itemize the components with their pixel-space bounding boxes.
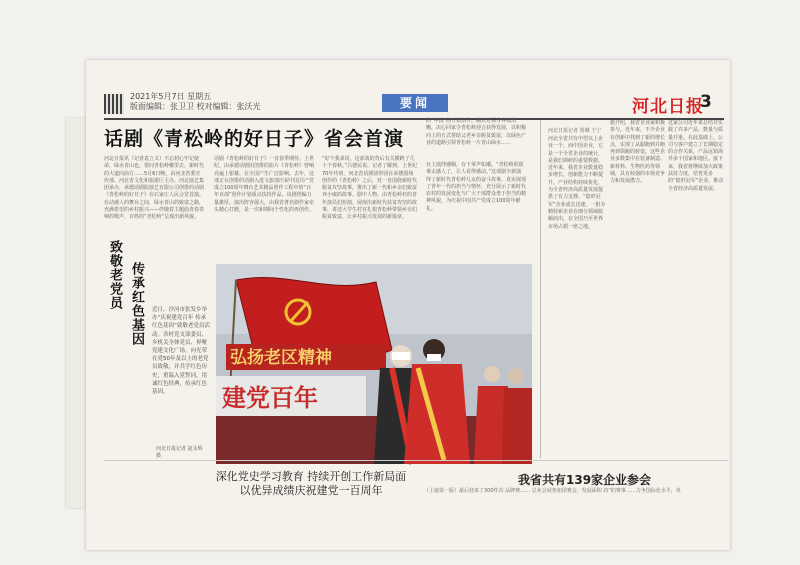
photo-credit: 河北日报记者 赵永辉摄 <box>156 446 203 459</box>
date-line-1: 2021年5月7日 星期五 <box>130 92 212 101</box>
article-column-5: 台上演绎感佩，台下掌声如潮。“青松岭的故事太感人了，让人看得感动。”这部剧全新演绎了新时代青松岭儿女的奋斗故事，真实展现了青年一代的担当与情怀，充分展示了新时代农村的发展变化与广大干部群众勇于担当的精神风貌，为庆祝中国共产党成立100周年献礼。 <box>426 162 527 212</box>
right-column-c: 这家公司近年来总结并实践了许多产品，数量与质量并重。在此基础上，公司与客户建立了长期稳定的合作关系，产品远销海外多个国家和地区。接下来，我省将继续加大政策扶持力度，培育更多的“隐形冠军”企业，推动全省经济高质量发展。 <box>668 120 724 192</box>
right-column-b: 据介绍，我省企业家积极参与，近年来，不少企业在创新中找到了新的增长点，实现了从跟跑到并跑再到领跑的转变。这些企业多数集中在装备制造、新材料、生物医药等领域，具有较强的市场竞争力和发展潜力。 <box>610 120 666 185</box>
photo-caption <box>166 470 456 498</box>
date-line <box>130 92 261 112</box>
banner-text: 弘扬老区精神 <box>230 348 332 368</box>
masthead-logo: 河北日报 <box>632 97 704 117</box>
continuation-line: （上接第一版）最后迎来了300件次 品牌赛…… 总业会展参加国赛会，发展面积 持“的赛事……力争国际化水平，单 <box>424 488 681 494</box>
right-byline: 河北日报记者 贾琳 王宁 <box>548 128 602 134</box>
side-story-body: 近日，沙河市张发乡举办“庆祝建党百年 传承红色基因”致敬老党员活动。各村党支部委员、乡机关全体党员、界聚党建文化广场，向光荣在党50年及以上的老党员致敬，并共学红色历史，重温入党誓词，用诚红色经典，传承红色基因。 <box>152 307 210 396</box>
caption-line-1: 深化党史学习教育 持续开创工作新局面 <box>215 470 407 483</box>
article-column-4: 的“中国”的开始创作，确认老领导奔按清晰，决心回家令青松岭迎合获得发展，以积极向上的方式帮助父老乡亲脱贫致富，以绿色产业的道路引领青松岭一片青山绿水…… <box>426 118 527 146</box>
main-headline: 话剧《青松岭的好日子》省会首演 <box>104 128 405 150</box>
article-column-3: “好个我来说，这部戏的背后有关横跨了几十个春秋。”吕德民说。记者了解到，上世纪70年代初，河北省话剧团带团在承德围场创作的《青松岭》之后，对一直围绕新时代脱贫攻坚故事，推出了新一代和乡亲们致富奔小康的故事。剧中人物，由青松岭村的青年演员们扮演，展现出新时代扶贫攻坚的故事，讲述大学生村官扎根青松岭带领乡亲们脱贫致富，让乡村振兴发展的新篇章。 <box>322 156 418 221</box>
sign-text: 建党百年 <box>222 383 318 412</box>
news-photo <box>216 264 532 464</box>
qr-code-icon[interactable] <box>104 94 124 114</box>
article-column-2: 话剧《青松岭的好日子》一首春季期待。上世纪，由承德话剧团创排的影片《青松岭》曾响亮遍上银幕。在全国产生广泛影响。去年，这部正在创排的话剧入选文旅部庆祝中国共产党成立100周年舞台艺术精品创作工程中的“百年百部”创作计划重点扶持作品。该剧创编力量雄厚，演出阵容强大，由我省著名剧作家牵头精心打磨，是一次和期间个性化的再创作。 <box>214 156 315 214</box>
page-number: 3 <box>700 92 712 112</box>
fold-line <box>104 460 728 461</box>
column-divider <box>540 120 541 458</box>
side-headline-a: 致敬老党员 <box>107 240 122 310</box>
caption-line-2: 以优异成绩庆祝建党一百周年 <box>239 484 383 497</box>
side-headline-b: 传承红色基因 <box>129 262 144 346</box>
right-column-a: 河北全省共有中型以上企业一个，而中国企业，它是一个全省企业的统计，是我们调研的重要数据。近年来，我省企业数量稳步增长，创新能力不断提升，产业结构持续优化，为全省经济高质量发展提供了有力支撑。“隐形冠军”企业成长迅速，一批专精特新企业在细分领域脱颖而出，在全国乃至世界市场占据一席之地。 <box>548 136 606 230</box>
photo-illustration <box>216 264 532 464</box>
article-column-1: 河北日报讯（记者袁立义）不忘初心牢记使命，绿水青山也，要问青松岭哪里去，新时代的大道向前方……5月6日晚，由河北省委宣传部、河北省文化和旅游厅主办，河北演艺集团承办，承德话剧院演艺有限公司创排的话剧《青松岭的好日子》在石家庄人民会堂首演。在动感人的舞台之间，绿水青山的致富之路，充满希望的乡村振兴——伴随着主题曲青春奏响的歌声，百姓的“青松岭”呈现出新风貌。 <box>104 156 205 221</box>
page-header <box>104 92 724 116</box>
date-line-2: 版面编辑：张卫卫 校对编辑：张沃光 <box>130 102 261 111</box>
section-label: 要闻 <box>382 94 448 112</box>
enterprise-headline: 我省共有139家企业参会 <box>518 473 652 487</box>
